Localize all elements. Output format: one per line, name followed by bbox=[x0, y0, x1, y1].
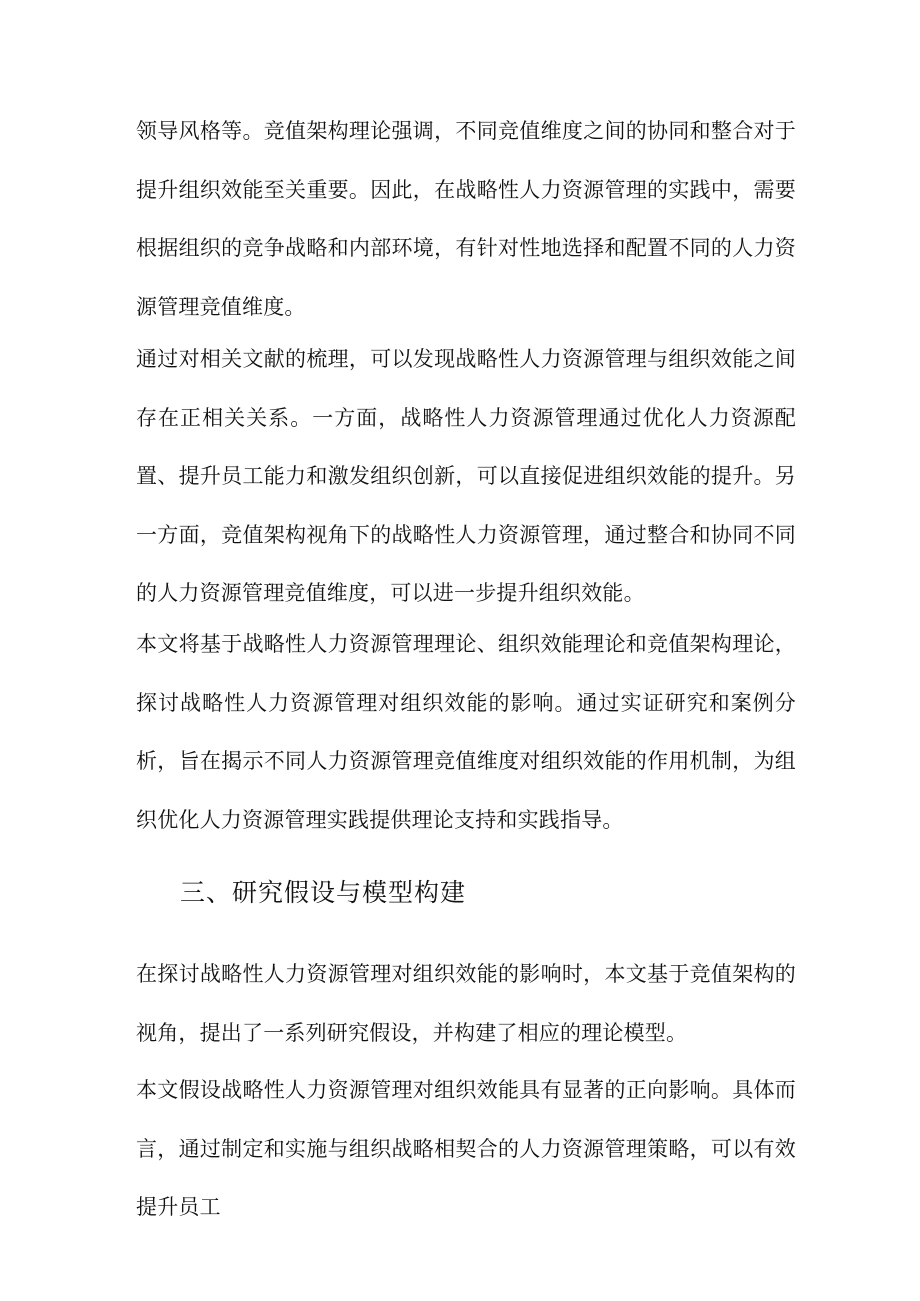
paragraph: 在探讨战略性人力资源管理对组织效能的影响时，本文基于竞值架构的视角，提出了一系列研究假设，并构建了相应的理论模型。 bbox=[136, 962, 796, 1045]
paragraph: 通过对相关文献的梳理，可以发现战略性人力资源管理与组织效能之间存在正相关关系。一方面，战略性人力资源管理通过优化人力资源配置、提升员工能力和激发组织创新，可以直接促进组织效能的提升。另一方面，竞值架构视角下的战略性人力资源管理，通过整合和协同不同的人力资源管理竞值维度，可以进一步提升组织效能。 bbox=[136, 347, 796, 605]
paragraph: 本文将基于战略性人力资源管理理论、组织效能理论和竞值架构理论，探讨战略性人力资源管理对组织效能的影响。通过实证研究和案例分析，旨在揭示不同人力资源管理竞值维度对组织效能的作用机制，为组织优化人力资源管理实践提供理论支持和实践指导。 bbox=[136, 632, 796, 832]
section-heading: 三、研究假设与模型构建 bbox=[180, 878, 467, 907]
paragraph: 领导风格等。竞值架构理论强调，不同竞值维度之间的协同和整合对于提升组织效能至关重要。因此，在战略性人力资源管理的实践中，需要根据组织的竞争战略和内部环境，有针对性地选择和配置不同的人力资源管理竞值维度。 bbox=[136, 119, 796, 319]
paragraph: 本文假设战略性人力资源管理对组织效能具有显著的正向影响。具体而言，通过制定和实施与组织战略相契合的人力资源管理策略，可以有效提升员工 bbox=[136, 1078, 796, 1219]
